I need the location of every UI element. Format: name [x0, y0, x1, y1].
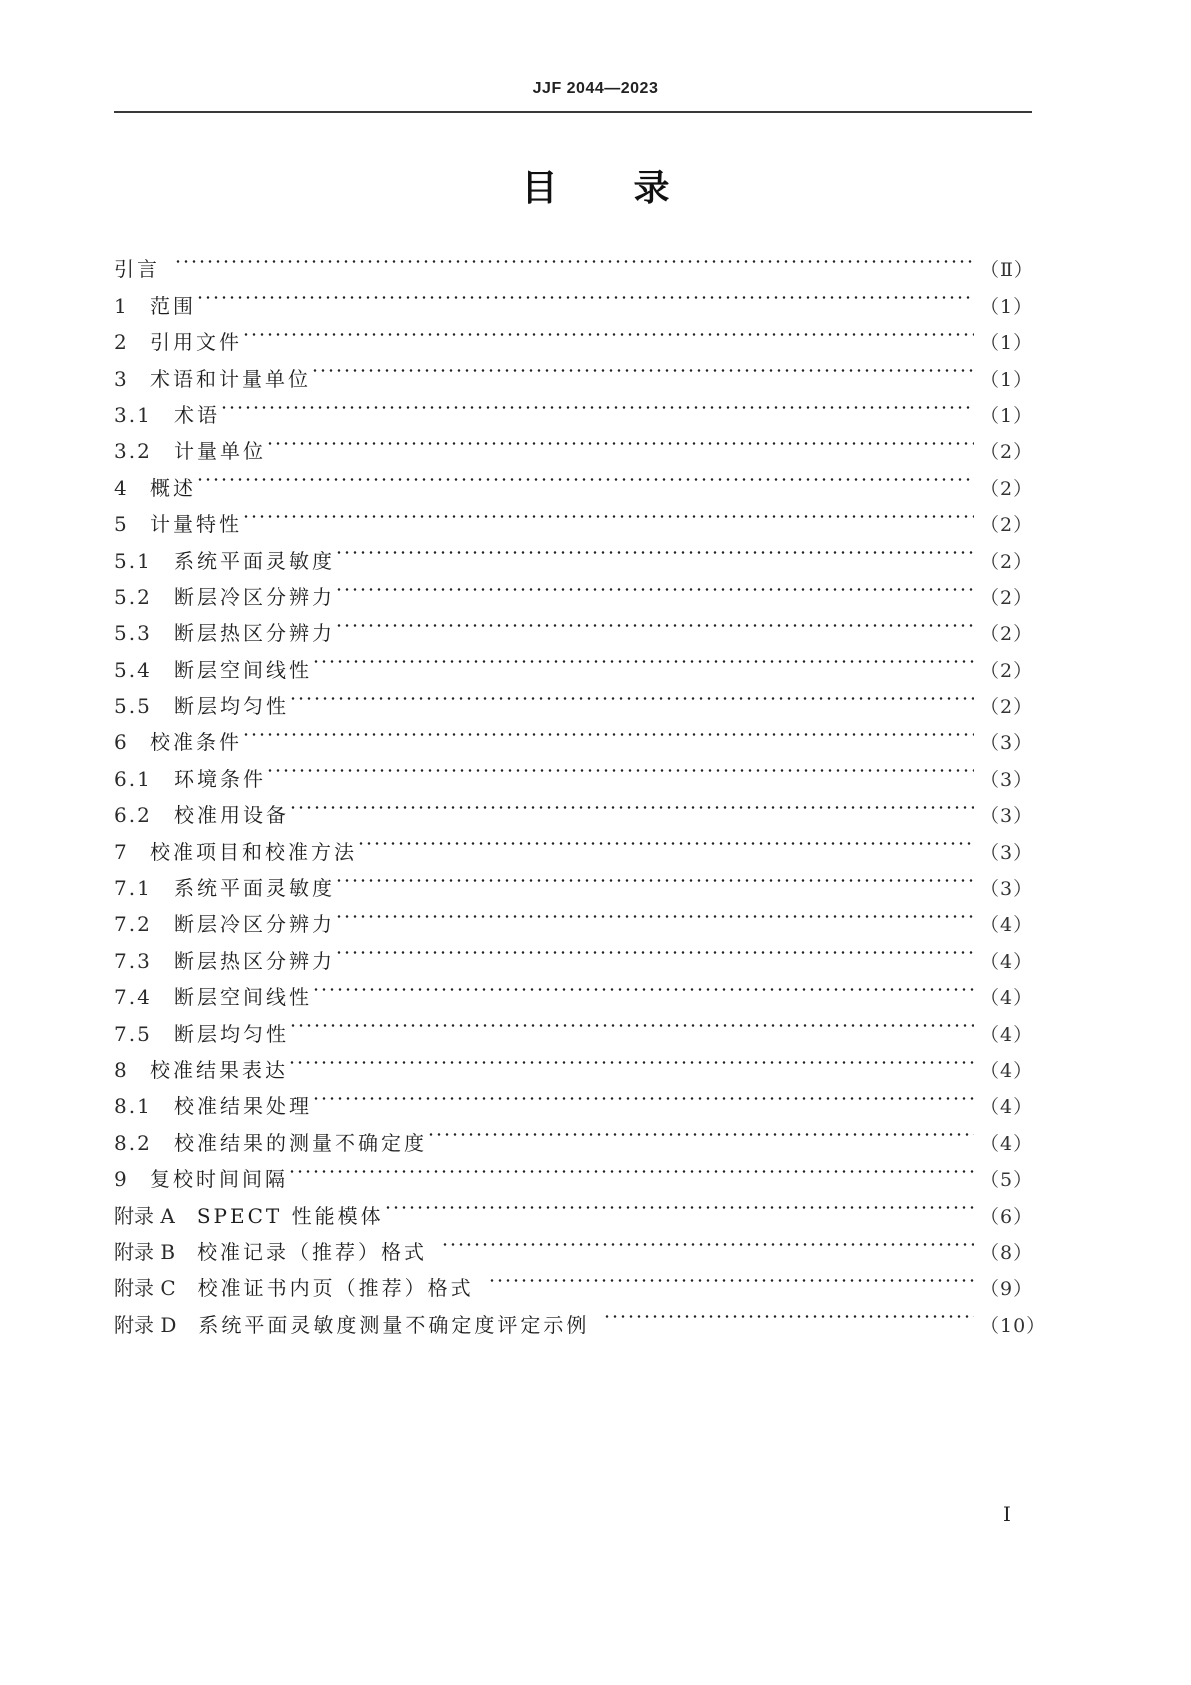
dot-leader [335, 859, 974, 895]
dot-leader [242, 313, 974, 349]
toc-entry-5[interactable] [114, 495, 1034, 537]
toc-entry-text: 环境条件 [174, 766, 266, 791]
toc-entry-page: （5） [980, 1169, 1034, 1192]
toc-entry-page: （2） [980, 623, 1034, 646]
dot-leader [311, 349, 974, 385]
toc-entry-page: （3） [980, 805, 1034, 828]
toc-entry-2[interactable] [114, 313, 1034, 355]
toc-entry-5-1[interactable] [114, 531, 1034, 573]
toc-entry-number: 6.2 [114, 803, 152, 828]
toc-entry-number: 7.1 [114, 876, 152, 901]
toc-entry-text: 断层热区分辨力 [174, 621, 335, 646]
toc-entry-text: 系统平面灵敏度测量不确定度评定示例 [198, 1312, 590, 1337]
toc-entry-page: （1） [980, 295, 1034, 318]
dot-leader [335, 931, 974, 967]
toc-entry-page: （1） [980, 332, 1034, 355]
toc-entry-page: （3） [980, 841, 1034, 864]
document-code-header: JJF 2044—2023 [532, 80, 659, 97]
toc-entry-number: 附录 A [114, 1203, 175, 1228]
toc-entry-6[interactable] [114, 713, 1034, 755]
toc-entry-number: 7.2 [114, 912, 152, 937]
toc-entry-page: （2） [980, 514, 1034, 537]
toc-entry-text: 校准项目和校准方法 [150, 839, 357, 864]
toc-entry-text: 校准记录（推荐）格式 [197, 1239, 428, 1264]
toc-entry-text: 断层空间线性 [174, 985, 312, 1010]
toc-entry-3-1[interactable] [114, 386, 1034, 427]
toc-entry-page: （4） [980, 914, 1034, 937]
dot-leader [174, 240, 974, 276]
dot-leader [312, 640, 974, 676]
toc-entry-number: 9 [114, 1167, 127, 1192]
toc-entry-number: 8.1 [114, 1094, 152, 1119]
toc-entry-number: 5.4 [114, 657, 152, 682]
title-char-1: 目 [521, 168, 558, 209]
dot-leader [289, 786, 974, 822]
toc-entry-text: SPECT 性能模体 [196, 1203, 384, 1228]
toc-entry-page: （2） [980, 441, 1034, 464]
toc-entry-number: 3.1 [114, 402, 152, 427]
dot-leader [603, 1295, 974, 1331]
toc-entry-6-1[interactable] [114, 749, 1034, 791]
toc-entry-number: 5 [114, 512, 127, 537]
toc-entry-page: （4） [980, 1023, 1034, 1046]
table-of-contents [114, 240, 1047, 1337]
toc-entry-number: 3.2 [114, 439, 152, 464]
toc-entry-text: 引言 [114, 257, 160, 282]
dot-leader [289, 677, 974, 713]
toc-entry-page: （2） [980, 586, 1034, 609]
dot-leader [335, 895, 974, 931]
toc-entry-3[interactable] [114, 349, 1034, 391]
toc-entry-text: 系统平面灵敏度 [174, 548, 335, 573]
toc-entry-text: 校准结果表达 [150, 1057, 288, 1082]
dot-leader [220, 386, 974, 422]
toc-entry-text: 引用文件 [150, 330, 242, 355]
toc-entry-number: 附录 D [114, 1312, 177, 1337]
toc-entry-text: 计量特性 [150, 512, 242, 537]
dot-leader [196, 276, 974, 312]
toc-entry-text: 断层均匀性 [174, 1021, 289, 1046]
toc-entry-text: 断层均匀性 [174, 694, 289, 719]
toc-entry-number: 5.3 [114, 621, 152, 646]
dot-leader [357, 822, 974, 858]
toc-entry-page: （Ⅱ） [980, 259, 1034, 282]
dot-leader [266, 749, 974, 785]
toc-entry-text: 校准用设备 [174, 803, 289, 828]
dot-leader [488, 1259, 974, 1295]
toc-entry-text: 概述 [150, 475, 196, 500]
toc-entry-number: 附录 C [114, 1276, 176, 1301]
toc-entry-text: 断层热区分辨力 [174, 948, 335, 973]
dot-leader [288, 1150, 974, 1186]
toc-entry-number: 5.5 [114, 694, 152, 719]
toc-entry-text: 断层冷区分辨力 [174, 584, 335, 609]
toc-entry-page: （3） [980, 878, 1034, 901]
toc-entry-text: 断层空间线性 [174, 657, 312, 682]
toc-entry-number: 3 [114, 366, 127, 391]
dot-leader [384, 1186, 974, 1222]
toc-entry-number: 1 [114, 293, 127, 318]
page-number: I [1003, 1502, 1011, 1526]
page-title [0, 160, 1191, 211]
dot-leader [312, 968, 974, 1004]
toc-entry-page: （2） [980, 696, 1034, 719]
toc-entry-text: 校准条件 [150, 730, 242, 755]
toc-entry-page: （4） [980, 1059, 1034, 1082]
toc-entry-number: 7.3 [114, 948, 152, 973]
dot-leader [196, 458, 974, 494]
toc-entry-page: （9） [980, 1278, 1034, 1301]
toc-entry-number: 4 [114, 475, 127, 500]
toc-entry-page: （2） [980, 550, 1034, 573]
toc-entry-page: （8） [980, 1241, 1034, 1264]
title-char-2: 录 [633, 168, 670, 209]
toc-entry-page: （4） [980, 987, 1034, 1010]
dot-leader [335, 531, 974, 567]
toc-entry-number: 8 [114, 1057, 127, 1082]
toc-entry-page: （3） [980, 732, 1034, 755]
toc-entry-page: （1） [980, 404, 1034, 427]
dot-leader [242, 495, 974, 531]
toc-entry-number: 6 [114, 730, 127, 755]
header-divider [114, 111, 1032, 113]
dot-leader [288, 1041, 974, 1077]
toc-entry-text: 复校时间间隔 [150, 1167, 288, 1192]
dot-leader [266, 422, 974, 458]
toc-entry-text: 范围 [150, 293, 196, 318]
toc-entry-foreword[interactable] [114, 240, 1034, 282]
toc-entry-page: （2） [980, 659, 1034, 682]
toc-entry-text: 术语 [174, 402, 220, 427]
toc-entry-text: 术语和计量单位 [150, 366, 311, 391]
toc-entry-page: （4） [980, 1096, 1034, 1119]
toc-entry-number: 2 [114, 330, 127, 355]
toc-entry-text: 系统平面灵敏度 [174, 876, 335, 901]
toc-entry-number: 5.1 [114, 548, 152, 573]
toc-entry-number: 7 [114, 839, 127, 864]
toc-entry-page: （2） [980, 477, 1034, 500]
dot-leader [335, 568, 974, 604]
toc-entry-1[interactable] [114, 276, 1034, 318]
toc-entry-4[interactable] [114, 458, 1034, 500]
dot-leader [427, 1113, 974, 1149]
toc-entry-number: 5.2 [114, 584, 152, 609]
toc-entry-text: 校准结果处理 [174, 1094, 312, 1119]
toc-entry-number: 8.2 [114, 1130, 152, 1155]
toc-entry-text: 计量单位 [174, 439, 266, 464]
toc-entry-number: 6.1 [114, 766, 152, 791]
toc-entry-page: （3） [980, 768, 1034, 791]
toc-entry-3-2[interactable] [114, 422, 1034, 464]
dot-leader [312, 1077, 974, 1113]
toc-entry-number: 附录 B [114, 1239, 176, 1264]
dot-leader [441, 1223, 974, 1259]
dot-leader [335, 604, 974, 640]
toc-entry-text: 校准结果的测量不确定度 [174, 1130, 427, 1155]
toc-entry-number: 7.4 [114, 985, 152, 1010]
toc-entry-number: 7.5 [114, 1021, 152, 1046]
toc-entry-page: （4） [980, 950, 1034, 973]
dot-leader [289, 1004, 974, 1040]
toc-entry-page: （4） [980, 1132, 1034, 1155]
toc-entry-text: 校准证书内页（推荐）格式 [197, 1276, 474, 1301]
dot-leader [242, 713, 974, 749]
toc-entry-text: 断层冷区分辨力 [174, 912, 335, 937]
toc-entry-page: （1） [980, 368, 1034, 391]
toc-entry-page: （6） [980, 1205, 1034, 1228]
toc-entry-page: （10） [980, 1314, 1047, 1337]
